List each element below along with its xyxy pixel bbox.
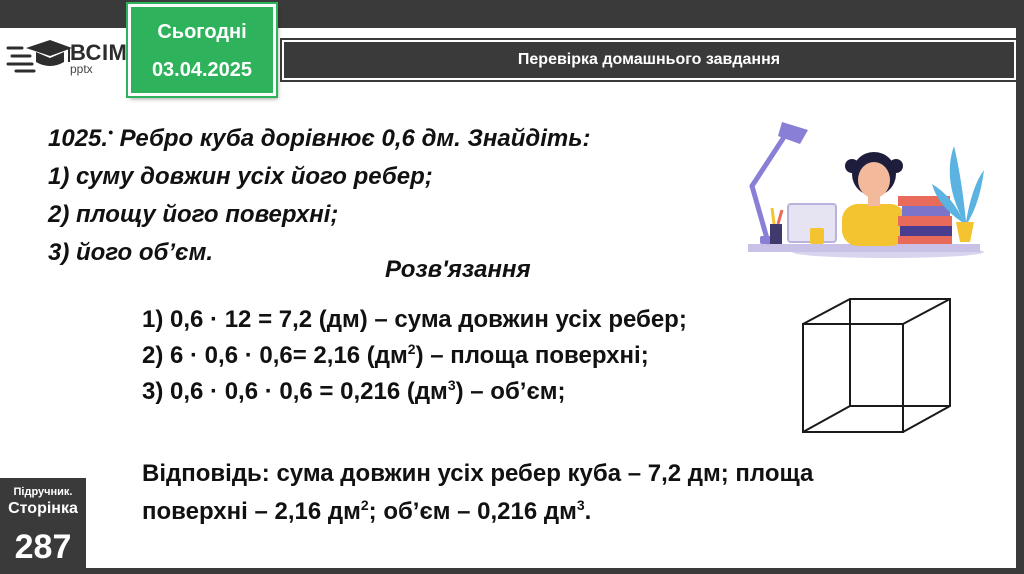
solution-line-text: 2) 6 · 0,6 · 0,6= 2,16 (дм [142,342,408,369]
logo-subtext: pptx [70,62,93,76]
page-number: 287 [14,528,72,566]
answer-line: Відповідь: сума довжин усіх ребер куба – 7,2 дм; площа [142,460,814,487]
bottom-band [0,568,1024,574]
solution-line: 1) 0,6 · 12 = 7,2 (дм) – сума довжин усіх ребер; [142,306,687,333]
solution-steps [142,302,687,410]
page-label: Сторінка [8,500,78,517]
superscript: 2 [360,497,369,513]
task-item: 2) площу його поверхні; [48,201,339,228]
girl-studying-illustration [748,110,984,260]
logo-text: ВСІМ [70,40,128,65]
task-item: 1) суму довжин усіх його ребер; [48,163,433,190]
answer-line-text: . [584,498,592,525]
textbook-label: Підручник. [13,486,73,498]
right-band [1016,0,1024,574]
solution-line [142,374,687,410]
task-text: Ребро куба дорівнює 0,6 дм. Знайдіть: [112,125,591,152]
cube-diagram [800,296,952,436]
task-number: 1025. [48,125,109,152]
task-statement [48,120,591,272]
date-badge-date: 03.04.2025 [151,59,253,81]
task-header [48,120,591,158]
topic-title-box [282,40,1016,80]
solution-line [142,338,687,374]
date-badge [128,4,276,96]
solution-line-text: ) – площа поверхні; [415,342,649,369]
answer-line-text: поверхні – 2,16 дм [142,498,361,525]
answer-line [142,493,813,531]
solution-heading: Розв'язання [385,256,531,283]
answer [142,455,813,531]
solution-line-text: ) – об’єм; [455,378,566,405]
textbook-page-badge [0,478,86,574]
task-item: 3) його об’єм. [48,239,213,266]
date-badge-label: Сьогодні [157,21,247,43]
superscript: 3 [447,377,456,393]
task-marker: • [108,124,113,140]
superscript: 3 [576,497,585,513]
answer-line-text: ; об’єм – 0,216 дм [368,498,577,525]
topic-title: Перевірка домашнього завдання [517,51,781,68]
superscript: 2 [407,341,416,357]
solution-line-text: 3) 0,6 · 0,6 · 0,6 = 0,216 (дм [142,378,448,405]
